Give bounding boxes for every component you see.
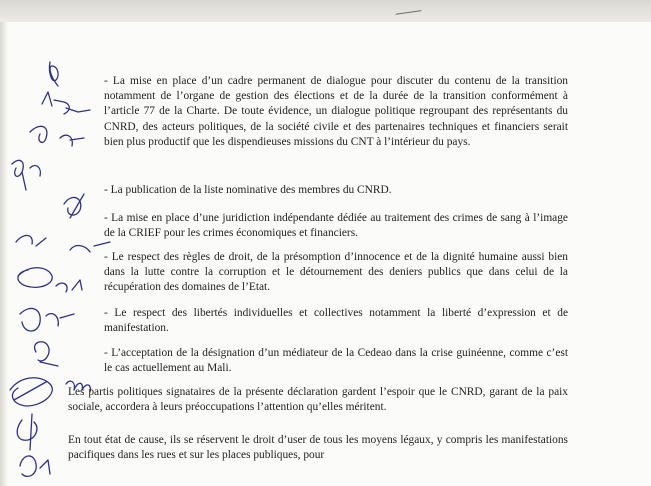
paragraph-parties-hope: Les partis politiques signataires de la présente déclaration gardent l’espoir que le CNRD, garant de la paix sociale, accordera à leurs préoccupations l’attention qu’elles méritent. <box>68 386 568 414</box>
paragraph-dialogue-framework: - La mise en place d’un cadre permanent de dialogue pour discuter du contenu de la transition notamment de l’organe de gestion des élections et de la durée de la transition conformément à l’article 77 de la Charte. De toute évidence, un dialogue politique regroupant des représentants du CNRD, des acteurs politiques, de la société civile et des partenaires techniques et financiers serait bien plus productif que les dispendieuses missions du CNT à l’intérieur du pays. <box>104 75 568 148</box>
paragraph-cnrd-members-list: - La publication de la liste nominative des membres du CNRD. <box>104 184 392 196</box>
scan-shadow <box>0 22 8 486</box>
paragraph-ecowas-mediator: - L’acceptation de la désignation d’un médiateur de la Cedeao dans la crise guinéenne, comme c’est le cas actuellement au Mali. <box>104 347 568 375</box>
paragraph-reserve-rights: En tout état de cause, ils se réservent le droit d’user de tous les moyens légaux, y compris les manifestations pacifiques dans les rues et sur les places publiques, pour <box>68 434 568 462</box>
paragraph-freedoms: - Le respect des libertés individuelles et collectives notamment la liberté d’expression et de manifestation. <box>104 307 568 335</box>
paragraph-rule-of-law: - Le respect des règles de droit, de la présomption d’innocence et de la dignité humaine aussi bien dans la lutte contre la corruption et le détournement des deniers publics que dans celui de la récupération des domaines de l’Etat. <box>104 251 568 294</box>
paragraph-independent-jurisdiction: - La mise en place d’une juridiction indépendante dédiée au traitement des crimes de sang à l’image de la CRIEF pour les crimes économiques et financiers. <box>104 212 568 240</box>
scan-top-edge <box>0 0 651 22</box>
pen-mark <box>395 2 422 15</box>
